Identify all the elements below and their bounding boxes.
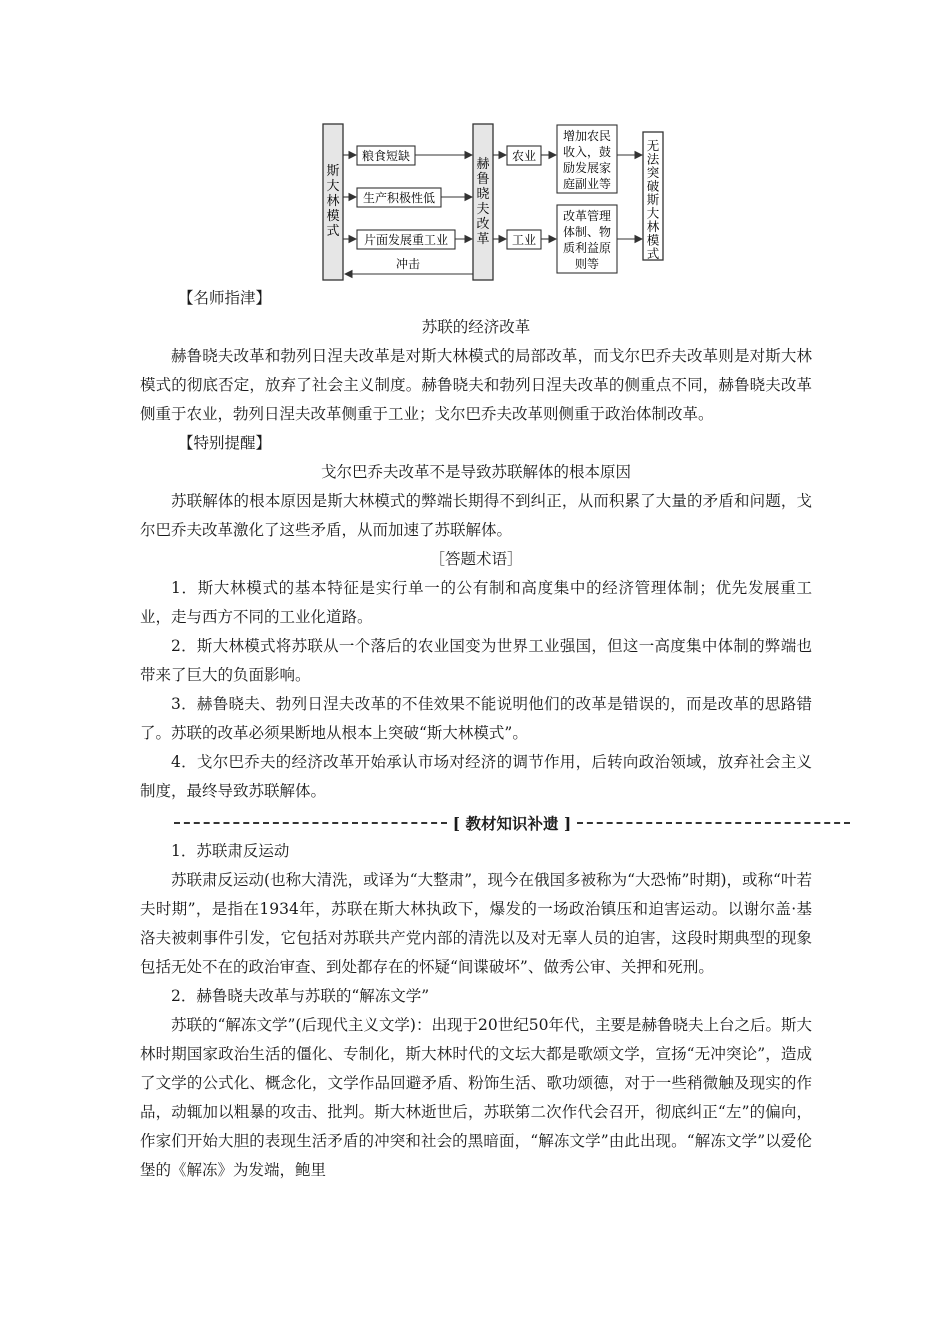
reminder-text: 苏联解体的根本原因是斯大林模式的弊端长期得不到纠正，从而积累了大量的矛盾和问题，戈尔巴乔夫改革激化了这些矛盾，从而加速了苏联解体。 (140, 492, 812, 539)
feedback-label: 冲击 (395, 257, 421, 271)
vertical-char: 式 (646, 246, 660, 261)
measure-line: 质利益原 (562, 241, 612, 255)
vertical-char: 革 (476, 232, 490, 247)
vertical-char: 模 (646, 232, 660, 248)
vertical-char: 破 (646, 178, 660, 194)
section2-text: 苏联的“解冻文学”(后现代主义文学)：出现于20世纪50年代，主要是赫鲁晓夫上台之后。斯大林时期国家政治生活的僵化、专制化，斯大林时代的文坛大都是歌颂文学，宣扬“无冲突论”，造成了文学的公式化、概念化，文学作品回避矛盾、粉饰生活、歌功颂德，对于一些稍微触及现实的作品，动辄加以粗暴的攻击、批判。斯大林逝世后，苏联第二次作代会召开，彻底纠正“左”的偏向，作家们开始大胆的表现生活矛盾的冲突和社会的黑暗面，“解冻文学”由此出现。“解冻文学”以爱伦堡的《解冻》为发端，鲍里 (140, 1016, 812, 1179)
answer-term-item: 1．斯大林模式的基本特征是实行单一的公有制和高度集中的经济管理体制；优先发展重工业，走与西方不同的工业化道路。 (140, 579, 812, 626)
teacher-guide-text: 赫鲁晓夫改革和勃列日涅夫改革是对斯大林模式的局部改革，而戈尔巴乔夫改革则是对斯大林模式的彻底否定，放弃了社会主义制度。赫鲁晓夫和勃列日涅夫改革的侧重点不同，赫鲁晓夫改革侧重于农业，勃列日涅夫改革侧重于工业；戈尔巴乔夫改革则侧重于政治体制改革。 (140, 347, 812, 423)
vertical-char: 鲁 (476, 172, 490, 187)
vertical-char: 大 (646, 205, 660, 221)
section2-heading: 2．赫鲁晓夫改革与苏联的“解冻文学” (171, 987, 430, 1005)
vertical-char: 赫 (476, 157, 490, 172)
main-content (140, 284, 812, 1185)
divider-dash-left (174, 822, 447, 824)
measure-line: 庭副业等 (562, 177, 612, 191)
sector-label-agriculture: 农业 (511, 149, 537, 163)
teacher-guide-title: 苏联的经济改革 (421, 318, 531, 336)
vertical-char: 模 (326, 209, 340, 224)
measure-line: 增加农民 (562, 129, 612, 143)
reminder-title: 戈尔巴乔夫改革不是导致苏联解体的根本原因 (320, 463, 631, 481)
measure-line: 励发展家 (562, 161, 612, 175)
section1-text: 苏联肃反运动(也称大清洗，或译为“大整肃”，现今在俄国多被称为“大恐怖”时期)，或称“叶若夫时期”，是指在1934年，苏联在斯大林执政下，爆发的一场政治镇压和迫害运动。以谢尔盖·基洛夫被刺事件引发，它包括对苏联共产党内部的清洗以及对无辜人员的迫害，这段时期典型的现象包括无处不在的政治审查、到处都存在的怀疑“间谍破坏”、做秀公审、关押和死刑。 (140, 871, 812, 976)
vertical-char: 林 (326, 194, 340, 209)
sector-label-industry: 工业 (511, 233, 537, 247)
answer-terms-title: ［答题术语］ (429, 550, 523, 568)
khrushchev-reform-label (476, 156, 490, 247)
supplement-divider (174, 808, 850, 837)
vertical-char: 夫 (476, 202, 490, 217)
vertical-char: 林 (646, 219, 660, 234)
measure-line: 收入，鼓 (562, 145, 612, 159)
cause-label-3: 片面发展重工业 (363, 233, 449, 247)
teacher-guide-label: 【名师指津】 (178, 289, 272, 307)
cause-label-1: 粮食短缺 (361, 149, 411, 163)
answer-term-item: 4．戈尔巴乔夫的经济改革开始承认市场对经济的调节作用，后转向政治领域，放弃社会主义制度，最终导致苏联解体。 (140, 753, 812, 800)
vertical-char: 改 (476, 217, 490, 232)
vertical-char: 法 (646, 151, 660, 167)
divider-dash-right (577, 822, 850, 824)
outcome-label (647, 138, 660, 261)
vertical-char: 斯 (646, 192, 660, 207)
reform-flow-diagram (0, 0, 950, 290)
vertical-char: 斯 (326, 164, 340, 179)
vertical-char: 晓 (476, 187, 490, 202)
stalin-model-label (326, 164, 339, 239)
vertical-char: 大 (326, 179, 340, 194)
section1-heading: 1．苏联肃反运动 (171, 842, 290, 860)
measure-line: 改革管理 (562, 209, 612, 223)
answer-term-item: 2．斯大林模式将苏联从一个落后的农业国变为世界工业强国，但这一高度集中体制的弊端也带来了巨大的负面影响。 (140, 637, 812, 684)
reminder-label: 【特别提醒】 (178, 434, 272, 452)
supplement-title: [ 教材知识补遗 ] (452, 813, 572, 833)
vertical-char: 无 (646, 138, 660, 153)
measure-line: 则等 (574, 257, 600, 271)
measure-line: 体制、物 (562, 225, 612, 239)
answer-term-item: 3．赫鲁晓夫、勃列日涅夫改革的不佳效果不能说明他们的改革是错误的，而是改革的思路错了。苏联的改革必须果断地从根本上突破“斯大林模式”。 (140, 695, 812, 742)
vertical-char: 突 (646, 165, 660, 180)
cause-label-2: 生产积极性低 (362, 191, 436, 205)
vertical-char: 式 (326, 224, 340, 239)
